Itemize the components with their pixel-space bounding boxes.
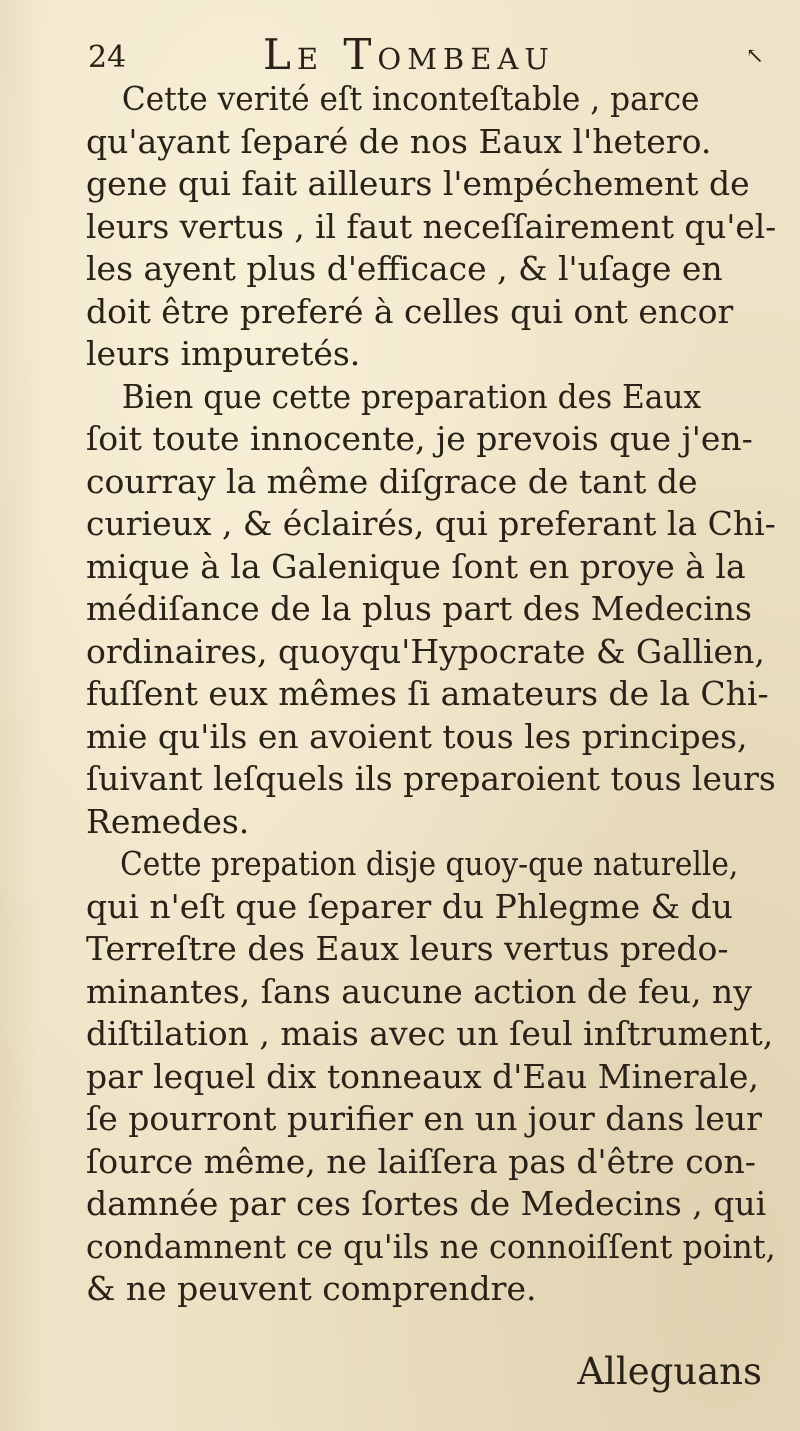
text-line: ſource même, ne laiſſera pas d'être con- bbox=[86, 1141, 756, 1181]
running-title: Le Tombeau bbox=[263, 30, 555, 79]
text-line: Bien que cette preparation des Eaux bbox=[121, 376, 702, 416]
paragraph bbox=[86, 843, 776, 1311]
text-line: ſuivant leſquels ils preparoient tous leurs bbox=[86, 759, 776, 798]
text-line: les ayent plus d'efficace , & l'uſage en bbox=[86, 249, 723, 288]
catchword: Alleguans bbox=[577, 1350, 762, 1393]
text-line: leurs vertus , il faut neceſſairement qu'el- bbox=[86, 206, 777, 246]
text-line: Cette prepation disje quoy-que naturelle, bbox=[120, 844, 739, 883]
text-line: mique à la Galenique ſont en proye à la bbox=[86, 546, 746, 586]
text-line: doit être preferé à celles qui ont encor bbox=[86, 291, 734, 331]
text-line: minantes, ſans aucune action de feu, ny bbox=[86, 971, 752, 1011]
text-line: & ne peuvent comprendre. bbox=[86, 1269, 537, 1308]
text-line: médiſance de la plus part des Medecins bbox=[86, 589, 752, 628]
text-line: Cette verité eſt inconteſtable , parce bbox=[121, 79, 700, 118]
text-line: curieux , & éclairés, qui preferant la Chi- bbox=[86, 504, 776, 543]
text-line: ſoit toute innocente, je prevois que j'en- bbox=[86, 419, 753, 458]
text-line: fuſſent eux mêmes ſi amateurs de la Chi- bbox=[86, 674, 769, 713]
text-line: qu'ayant ſeparé de nos Eaux l'hetero. bbox=[86, 121, 712, 161]
page-number: 24 bbox=[88, 40, 127, 75]
text-line: ordinaires, quoyqu'Hypocrate & Gallien, bbox=[86, 631, 765, 671]
corner-mark: ↖ bbox=[745, 44, 764, 69]
text-line: condamnent ce qu'ils ne connoiſſent point, bbox=[86, 1226, 776, 1266]
text-line: ſe pourront purifier en un jour dans leur bbox=[86, 1099, 762, 1138]
text-line: Remedes. bbox=[86, 801, 250, 841]
text-line: qui n'eſt que ſeparer du Phlegme & du bbox=[86, 886, 733, 926]
text-line: leurs impuretés. bbox=[86, 334, 361, 373]
text-line: par lequel dix tonneaux d'Eau Minerale, bbox=[86, 1056, 759, 1096]
text-line: mie qu'ils en avoient tous les principes, bbox=[86, 716, 748, 756]
paragraph bbox=[86, 78, 776, 376]
text-line: gene qui fait ailleurs l'empéchement de bbox=[86, 164, 750, 203]
text-line: Terreſtre des Eaux leurs vertus predo- bbox=[86, 929, 729, 968]
text-line: diſtilation , mais avec un ſeul inſtrument, bbox=[86, 1014, 774, 1053]
text-line: damnée par ces ſortes de Medecins , qui bbox=[86, 1184, 767, 1223]
text-line: courray la même diſgrace de tant de bbox=[86, 461, 698, 501]
page-header bbox=[88, 28, 764, 84]
paragraph bbox=[86, 376, 776, 844]
body-text bbox=[86, 78, 776, 1311]
